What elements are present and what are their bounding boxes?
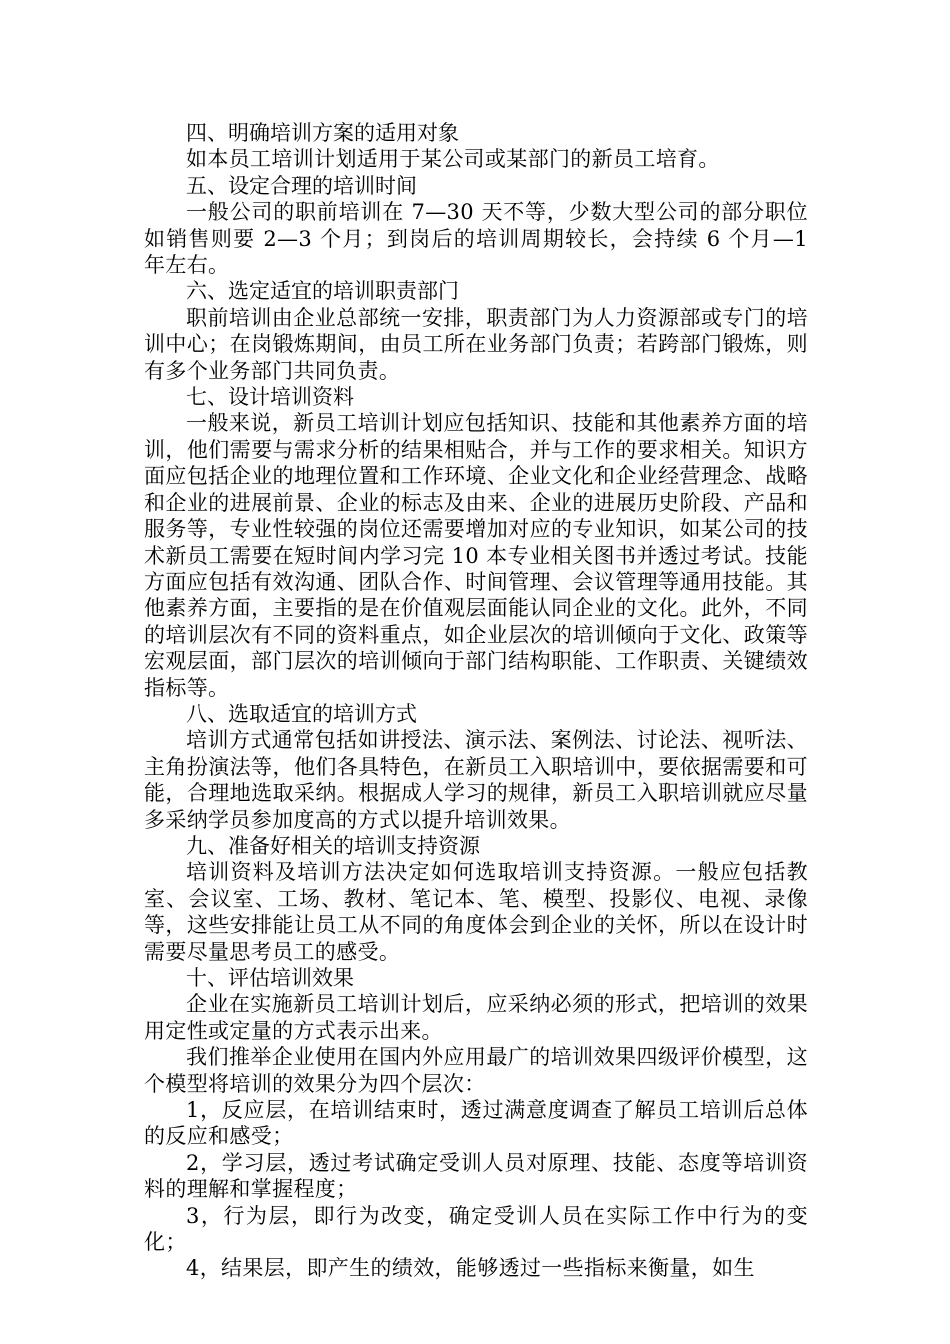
list-item: 3，行为层，即行为改变，确定受训人员在实际工作中行为的变化； xyxy=(144,1203,808,1255)
section-heading-9: 九、准备好相关的培训支持资源 xyxy=(186,833,480,858)
section-heading-10: 十、评估培训效果 xyxy=(186,966,354,990)
section-heading-8: 八、选取适宜的培训方式 xyxy=(186,701,417,726)
paragraph: 一般公司的职前培训在 7—30 天不等，少数大型公司的部分职位如销售则要 2—3 个月；到岗后的培训周期较长，会持续 6 个月—1 年左右。 xyxy=(144,200,808,278)
paragraph: 企业在实施新员工培训计划后，应采纳必须的形式，把培训的效果用定性或定量的方式表示出来。 xyxy=(144,992,808,1043)
paragraph: 一般来说，新员工培训计划应包括知识、技能和其他素养方面的培训，他们需要与需求分析的结果相贴合，并与工作的要求相关。知识方面应包括企业的地理位置和工作环境、企业文化和企业经营理念、战略和企业的进展前景、企业的标志及由来、企业的进展历史阶段、产品和服务等，专业性较强的岗位还需要增加对应的专业知识，如某公司的技术新员工需要在短时间内学习完 10 本专业相关图书并透过考试。技能方面应包括有效沟通、团队合作、时间管理、会议管理等通用技能。其他素养方面，主要指的是在价值观层面能认同企业的文化。此外，不同的培训层次有不同的资料重点，如企业层次的培训倾向于文化、政策等宏观层面，部门层次的培训倾向于部门结构职能、工作职责、关键绩效指标等。 xyxy=(144,411,808,700)
list-item: 4，结果层，即产生的绩效，能够透过一些指标来衡量，如生 xyxy=(186,1256,755,1281)
paragraph: 我们推举企业使用在国内外应用最广的培训效果四级评价模型，这个模型将培训的效果分为四个层次： xyxy=(144,1045,808,1096)
paragraph: 职前培训由企业总部统一安排，职责部门为人力资源部或专门的培训中心；在岗锻炼期间，由员工所在业务部门负责；若跨部门锻炼，则有多个业务部门共同负责。 xyxy=(144,305,808,383)
section-heading-7: 七、设计培训资料 xyxy=(186,385,354,410)
section-heading-4: 四、明确培训方案的适用对象 xyxy=(186,121,459,145)
list-item: 1，反应层，在培训结束时，透过满意度调查了解员工培训后总体的反应和感受； xyxy=(144,1098,808,1149)
section-heading-6: 六、选定适宜的培训职责部门 xyxy=(186,279,459,304)
section-heading-5: 五、设定合理的培训时间 xyxy=(186,173,417,198)
paragraph: 培训方式通常包括如讲授法、演示法、案例法、讨论法、视听法、主角扮演法等，他们各具特色，在新员工入职培训中，要依据需要和可能，合理地选取采纳。根据成人学习的规律，新员工入职培训就应尽量多采纳学员参加度高的方式以提升培训效果。 xyxy=(144,728,808,832)
paragraph: 培训资料及培训方法决定如何选取培训支持资源。一般应包括教室、会议室、工场、教材、笔记本、笔、模型、投影仪、电视、录像等，这些安排能让员工从不同的角度体会到企业的关怀，所以在设计时需要尽量思考员工的感受。 xyxy=(144,860,808,964)
paragraph: 如本员工培训计划适用于某公司或某部门的新员工培育。 xyxy=(186,147,720,172)
list-item: 2，学习层，透过考试确定受训人员对原理、技能、态度等培训资料的理解和掌握程度； xyxy=(144,1150,808,1202)
document-page xyxy=(144,120,808,1282)
